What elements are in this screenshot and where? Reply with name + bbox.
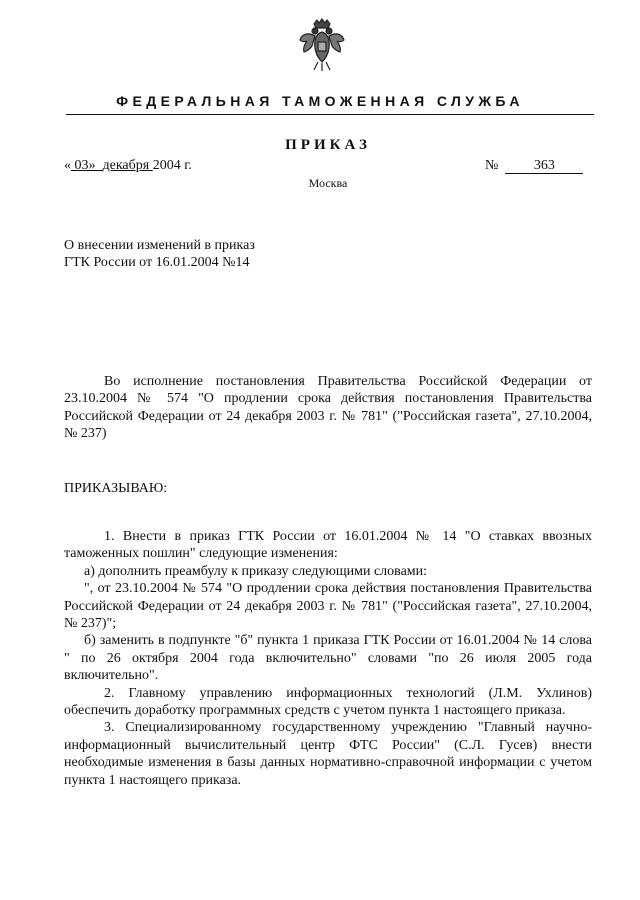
number-value: 363 <box>505 159 583 174</box>
item-1a-text: ", от 23.10.2004 № 574 "О продлении срока действия постановления Правительства Российской Федерации от 24 декабря 2003 г. № 781" ("Российская газета", 27.10.2004, № 237)"; <box>64 581 592 632</box>
document-type: ПРИКАЗ <box>285 137 371 153</box>
agency-name: ФЕДЕРАЛЬНАЯ ТАМОЖЕННАЯ СЛУЖБА <box>116 93 524 109</box>
preamble-paragraph <box>64 373 592 443</box>
item-2: 2. Главному управлению информационных технологий (Л.М. Ухлинов) обеспечить доработку программных средств с учетом пункта 1 настоящего приказа. <box>64 685 592 719</box>
item-1: 1. Внести в приказ ГТК России от 16.01.2004 № 14 "О ставках ввозных таможенных пошлин" следующие изменения: <box>64 529 592 562</box>
russian-coat-of-arms-icon <box>298 18 346 72</box>
order-word: ПРИКАЗЫВАЮ: <box>64 481 168 496</box>
number-label: № <box>485 158 499 173</box>
date-year: 2004 г. <box>152 158 192 173</box>
date-open-quote: « <box>64 158 71 173</box>
date-day: 03» декабря <box>74 158 150 173</box>
order-items <box>64 528 592 789</box>
item-3: 3. Специализированному государственному учреждению "Главный научно-информационный вычислительный центр ФТС России" (С.Л. Гусев) внести необходимые изменения в базы данных нормативно-справочной информации с учетом пункта 1 настоящего приказа. <box>64 720 592 788</box>
item-1b: б) заменить в подпункте "б" пункта 1 приказа ГТК России от 16.01.2004 № 14 слова " по 26 октября 2004 года включительно" словами "по 26 июля 2005 года включительно". <box>64 633 592 684</box>
order-number <box>485 158 583 174</box>
order-date <box>64 158 192 174</box>
header-divider <box>66 114 594 115</box>
subject-block <box>64 237 255 271</box>
city: Москва <box>308 176 348 190</box>
item-1a-label: а) дополнить преамбулу к приказу следующими словами: <box>84 563 428 579</box>
preamble-text: Во исполнение постановления Правительства Российской Федерации от 23.10.2004 № 574 "О продлении срока действия постановления Правительства Российской Федерации от 24 декабря 2003 г. № 781" ("Российская газета", 27.10.2004, № 237) <box>64 374 592 442</box>
subject-line-1: О внесении изменений в приказ <box>64 238 255 253</box>
date-month: декабря <box>102 158 150 173</box>
subject-line-2: ГТК России от 16.01.2004 №14 <box>64 255 250 270</box>
